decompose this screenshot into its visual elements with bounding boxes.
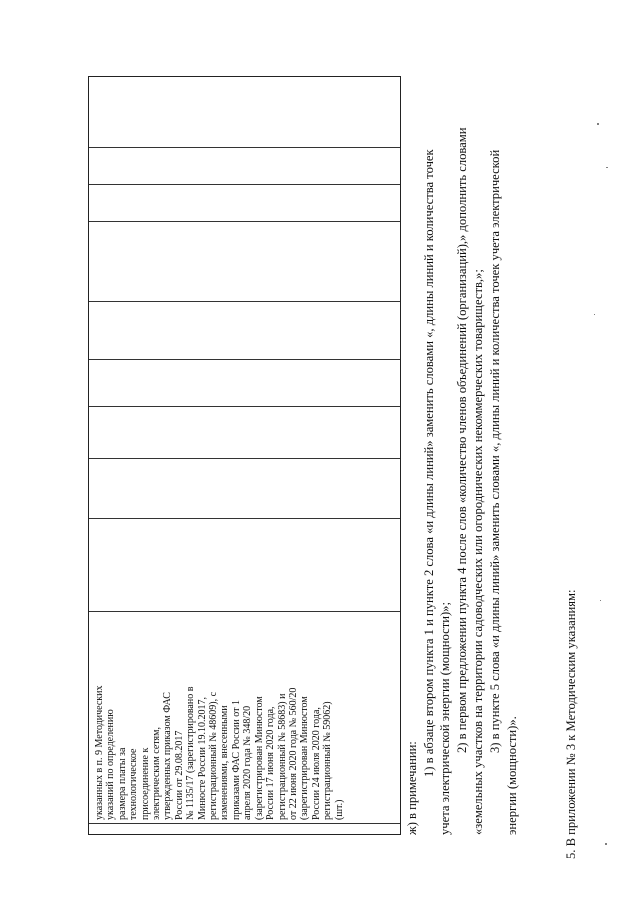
table-description-line: электрическим сетям, bbox=[151, 727, 163, 820]
table-description-line: технологическое bbox=[128, 748, 140, 820]
table-description-line: размера платы за bbox=[116, 747, 128, 820]
table-column-divider bbox=[89, 823, 400, 824]
notes-heading: ж) в примечании: bbox=[405, 741, 419, 835]
note-item-1-line-1: 1) в абзаце втором пункта 1 и пункте 2 слова «и длины линий» заменить словами «, длины линий и количества точек bbox=[421, 149, 436, 777]
document-table bbox=[88, 76, 401, 835]
table-description-line: присоединение к bbox=[139, 747, 151, 820]
table-description-line: изменениями, внесенными bbox=[219, 705, 231, 820]
scan-speck bbox=[605, 843, 607, 845]
table-column-divider bbox=[89, 147, 400, 148]
table-column-divider bbox=[89, 611, 400, 612]
table-description-line: апреля 2020 года № 348/20 bbox=[242, 705, 254, 820]
table-description-line: указаний по определению bbox=[105, 709, 117, 820]
table-description-line: России от 29.08.2017 bbox=[173, 730, 185, 820]
table-description-line: регистрационный № 59062) bbox=[322, 701, 334, 820]
scan-speck bbox=[600, 600, 601, 601]
table-column-divider bbox=[89, 221, 400, 222]
table-description-line: № 1135/17 (зарегистрировано в bbox=[185, 686, 197, 820]
table-column-divider bbox=[89, 184, 400, 185]
table-column-divider bbox=[89, 301, 400, 302]
table-description-line: Минюсте России 19.10.2017, bbox=[196, 697, 208, 820]
scan-speck bbox=[594, 314, 595, 315]
note-item-1-line-2: учета электрической энергии (мощности)»; bbox=[438, 602, 453, 835]
table-description-line: регистрационный № 48609), с bbox=[208, 691, 220, 820]
table-column-divider bbox=[89, 458, 400, 459]
table-column-divider bbox=[89, 359, 400, 360]
table-description-line: (шт.) bbox=[333, 799, 345, 820]
scan-speck bbox=[606, 167, 608, 168]
table-description-line: (зарегистрирован Минюстом bbox=[253, 696, 265, 820]
table-description-line: (зарегистрирован Минюстом bbox=[299, 696, 311, 820]
appendix-heading: 5. В приложении № 3 к Методическим указаниям: bbox=[564, 589, 578, 859]
table-description-line: России 24 июля 2020 года, bbox=[310, 707, 322, 820]
table-description-line: регистрационный № 58683) и bbox=[276, 693, 288, 820]
table-description-line: утвержденных приказом ФАС bbox=[162, 692, 174, 820]
table-column-divider bbox=[89, 406, 400, 407]
table-column-divider bbox=[89, 518, 400, 519]
table-description-cell bbox=[94, 615, 398, 820]
table-description-line: приказами ФАС России от 1 bbox=[230, 700, 242, 820]
notes-section bbox=[404, 35, 520, 835]
note-item-2-line-2: «земельных участков на территории садоводческих или огороднических некоммерческих товариществ,»; bbox=[471, 269, 486, 835]
note-item-2-line-1: 2) в первом предложении пункта 4 после слов «количество членов объединений (организаций),» дополнить словами bbox=[454, 127, 469, 753]
scan-speck bbox=[597, 123, 599, 125]
table-description-line: указанных в п. 9 Методических bbox=[94, 685, 105, 820]
table-description-line: России 17 июня 2020 года, bbox=[265, 706, 277, 820]
note-item-3-line-1: 3) в пункте 5 слова «и длины линий» заменить словами «, длины линий и количества точек учета электрической bbox=[487, 149, 502, 753]
table-description-line: от 22 июня 2020 года № 560/20 bbox=[287, 687, 299, 820]
note-item-3-line-2: энергии (мощности)». bbox=[504, 716, 519, 835]
